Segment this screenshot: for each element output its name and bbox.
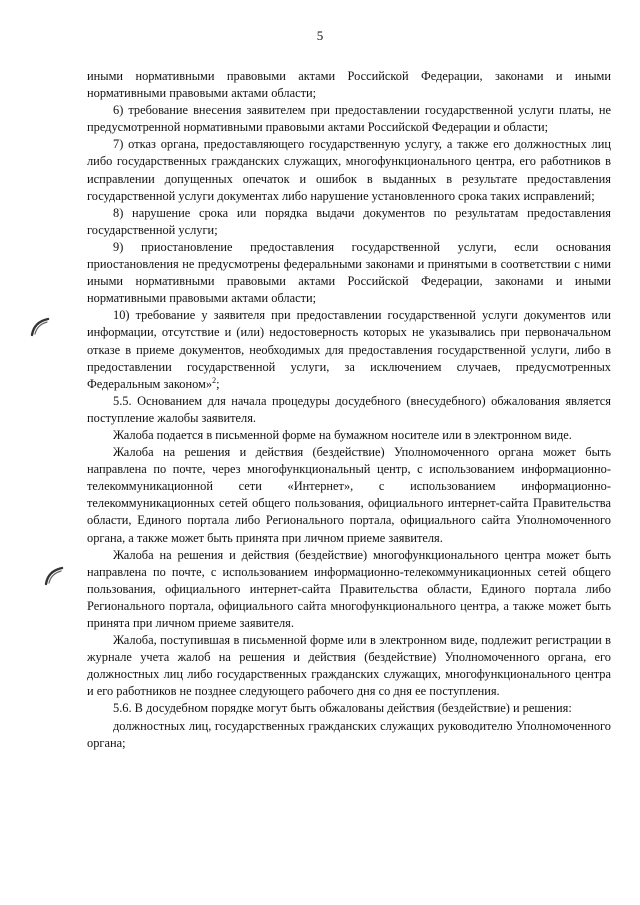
paragraph: Жалоба на решения и действия (бездействие) многофункционального центра может быть направлена по почте, с использованием информационно-телекоммуникационных сетей общего пользования, официального интернет-сайта Правительства области, Единого портала либо Регионального портала, официального сайта многофункционального центра, а также может быть принята при личном приеме заявителя.: [87, 547, 611, 630]
paragraph: 6) требование внесения заявителем при предоставлении государственной услуги платы, не предусмотренной нормативными правовыми актами Российской Федерации и области;: [87, 103, 611, 135]
paragraph: 8) нарушение срока или порядка выдачи документов по результатам предоставления государственной услуги;: [87, 205, 611, 237]
paragraph: 10) требование у заявителя при предоставлении государственной услуги документов или информации, отсутствие и (или) недостоверность которых не указывались при первоначальном отказе в приеме документов, необходимых для предоставления государственной услуги, либо в предоставлении государственной услуги, за исключением случаев, предусмотренных Федеральным законом»$^2$;: [87, 308, 611, 391]
paragraph: должностных лиц, государственных гражданских служащих руководителю Уполномоченного органа;: [87, 718, 611, 750]
paragraph: 7) отказ органа, предоставляющего государственную услугу, а также его должностных лиц либо государственных гражданских служащих, многофункционального центра, его работников в исправлении допущенных опечаток и ошибок в выданных в результате предоставления государственной услуги документах либо нарушение установленного срока таких исправлений;: [87, 137, 611, 203]
paragraph: Жалоба подается в письменной форме на бумажном носителе или в электронном виде.: [113, 427, 572, 442]
paragraph: 5.5. Основанием для начала процедуры досудебного (внесудебного) обжалования является поступление жалобы заявителя.: [87, 393, 611, 425]
document-body: [87, 68, 611, 752]
footnote-ref: 2: [212, 375, 217, 385]
paragraph: Жалоба на решения и действия (бездействие) Уполномоченного органа может быть направлена по почте, через многофункциональный центр, с использованием информационно-телекоммуникационной сети «Интернет», с использованием информационно-телекоммуникационных сетей общего пользования, официального интернет-сайта Правительства области, Единого портала либо Регионального портала, официального сайта Уполномоченного органа, а также может быть принята при личном приеме заявителя.: [87, 445, 611, 545]
hole-punch-mark-icon: [30, 316, 52, 338]
paragraph: 5.6. В досудебном порядке могут быть обжалованы действия (бездействие) и решения:: [113, 701, 572, 716]
hole-punch-mark-icon: [44, 565, 66, 587]
paragraph: 9) приостановление предоставления государственной услуги, если основания приостановления не предусмотрены федеральными законами и принятыми в соответствии с ними иными нормативными правовыми актами Российской Федерации, законами и иными нормативными правовыми актами области;: [87, 239, 611, 306]
paragraph: Жалоба, поступившая в письменной форме или в электронном виде, подлежит регистрации в журнале учета жалоб на решения и действия (бездействие) Уполномоченного органа, его должностных лиц либо государственных гражданских служащих, многофункционального центра и его работников не позднее следующего рабочего дня со дня ее поступления.: [87, 633, 611, 699]
page-number: 5: [316, 28, 324, 43]
paragraph: иными нормативными правовыми актами Российской Федерации, законами и иными нормативными правовыми актами области;: [87, 69, 611, 101]
